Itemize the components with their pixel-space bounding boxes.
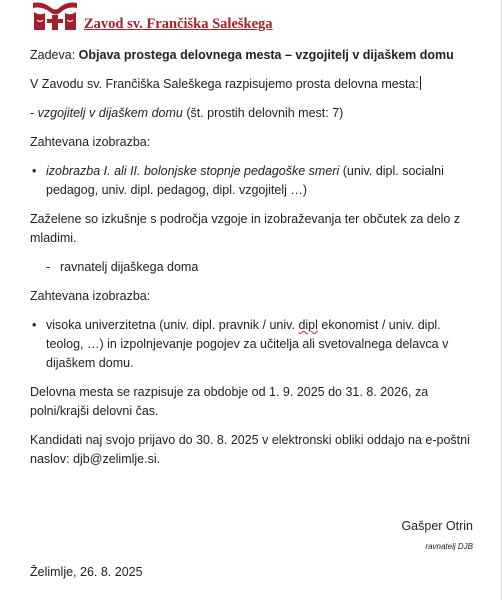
spellcheck-flagged-word: dipl [298,318,318,332]
subject-label: Zadeva: [30,48,76,62]
period-paragraph: Delovna mesta se razpisuje za obdobje od 1. 9. 2025 do 31. 8. 2026, za polni/krajši delovni čas. [30,385,429,418]
application-paragraph: Kandidati naj svojo prijavo do 30. 8. 2025 v elektronski obliki oddajo na e-poštni naslov: djb@zelimlje.si. [30,433,470,466]
position-1-line [30,104,470,123]
signature-block [401,519,473,551]
signatory-title: ravnatelj DJB [425,542,473,551]
position-1-education-italic: izobrazba I. ali II. bolonjske stopnje pedagoške smeri [46,164,340,178]
position-1-education-item [30,162,470,200]
position-2-dash: - [46,260,51,274]
position-1-education-heading: Zahtevana izobrazba: [30,135,151,149]
intro-text: V Zavodu sv. Frančiška Saleškega razpisujemo prosta delovna mesta: [30,77,419,91]
position-2-line [30,258,470,277]
intro-paragraph [30,75,470,94]
position-2-education-part1: visoka univerzitetna (univ. dipl. pravnik / univ. [46,318,299,332]
position-2-education-part2: ekonomist / univ. dipl. teolog, …) in izpolnjevanje pogojev za učitelja ali svetovalnega delavca v dijaškem domu. [46,318,449,370]
position-2-education-heading: Zahtevana izobrazba: [30,289,151,303]
letterhead [30,0,300,36]
signatory-name: Gašper Otrin [401,519,473,533]
position-1-preferred: Zaželene so izkušnje s področja vzgoje in izobraževanja ter občutek za delo z mladimi. [30,212,461,245]
position-2-education-item [30,316,470,373]
position-1-education-rest: (univ. dipl. socialni pedagog, univ. dipl. pedagog, dipl. vzgojitelj …) [46,164,444,197]
place-and-date: Želimlje, 26. 8. 2025 [30,565,143,579]
subject-line [30,46,470,65]
institution-logo-icon [30,0,80,34]
position-2-title: ravnatelj dijaškega doma [60,260,199,274]
organization-name: Zavod sv. Frančiška Saleškega [84,16,273,32]
position-1-count: (št. prostih delovnih mest: 7) [182,106,344,120]
position-1-title: vzgojitelj v dijaškem domu [37,106,183,120]
text-cursor [420,76,421,90]
subject-text: Objava prostega delovnega mesta – vzgojitelj v dijaškem domu [78,48,454,62]
bullet-icon: • [32,164,37,178]
bullet-icon: • [32,318,37,332]
letter-body [30,46,470,479]
position-1-dash: - [30,106,38,120]
